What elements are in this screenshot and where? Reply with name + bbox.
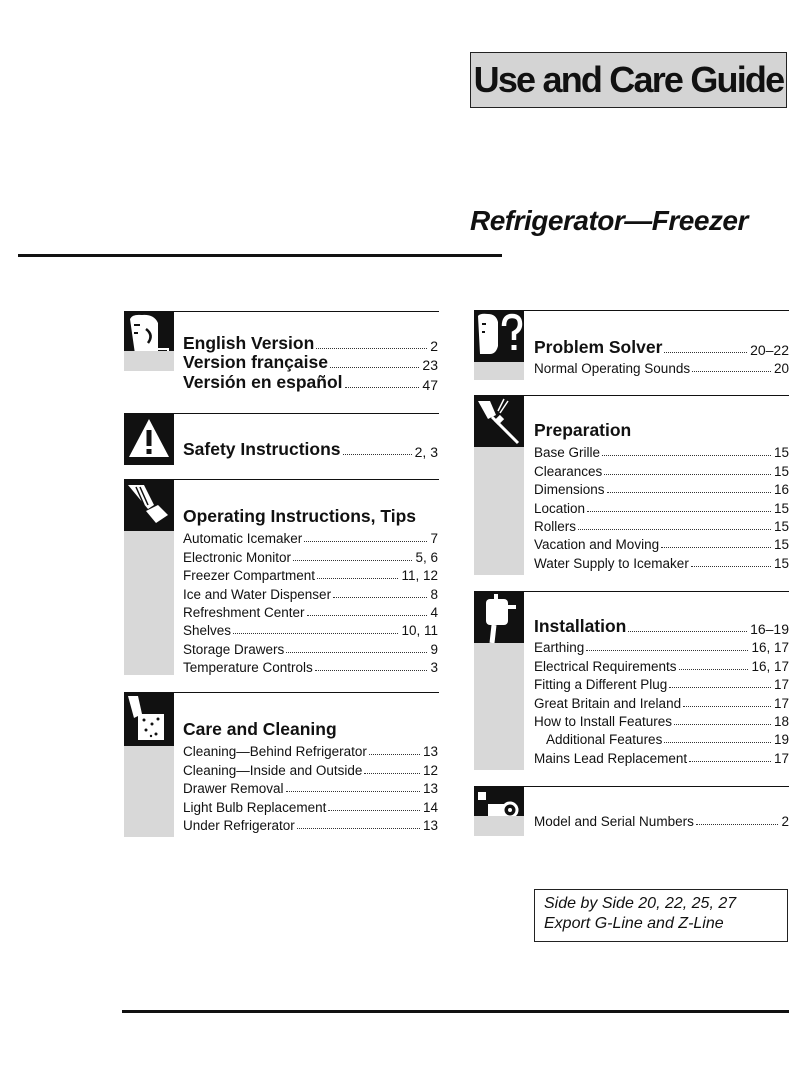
toc-entry[interactable] (183, 565, 438, 583)
toc-label: Additional Features (546, 732, 663, 748)
toc-entry[interactable] (534, 692, 789, 710)
toc-page: 17 (773, 695, 789, 711)
section-safety (124, 413, 439, 465)
toc-entry[interactable] (534, 358, 789, 376)
toc-page: 20–22 (750, 342, 789, 358)
page-title: Use and Care Guide (473, 59, 784, 100)
toc-entry[interactable] (183, 602, 438, 620)
section-shade (474, 362, 524, 380)
toc-heading: English Version (183, 332, 315, 353)
toc-page: 15 (773, 518, 789, 534)
toc-label: Rollers (534, 518, 577, 534)
toc-entry[interactable] (183, 373, 438, 393)
toc-entry[interactable] (534, 613, 789, 637)
toc-entry[interactable] (183, 815, 438, 833)
toc-entry[interactable] (534, 637, 789, 655)
toc-page: 15 (773, 500, 789, 516)
toc-label: Cleaning—Behind Refrigerator (183, 744, 367, 760)
model-line-2: Export G-Line and Z-Line (544, 915, 724, 932)
toc-heading: Version française (183, 352, 328, 372)
toc-label: Earthing (534, 640, 585, 656)
toc-label: Electrical Requirements (534, 658, 677, 674)
toc-heading: Preparation (534, 420, 632, 440)
toc-page: 14 (422, 799, 438, 815)
toc-heading: Safety Instructions (183, 439, 341, 459)
toc-label: Ice and Water Dispenser (183, 586, 332, 602)
toc-entry[interactable] (534, 711, 789, 729)
toc-entry[interactable] (534, 674, 789, 692)
toc-label: Storage Drawers (183, 641, 285, 657)
toc-label: Cleaning—Inside and Outside (183, 762, 363, 778)
toc-heading: Problem Solver (534, 337, 663, 357)
toc-page: 19 (773, 732, 789, 748)
toc-entry[interactable] (183, 334, 438, 354)
section-installation (474, 591, 789, 770)
section-shade (474, 447, 524, 575)
toc-label: Location (534, 500, 586, 516)
toc-page: 8 (430, 586, 438, 602)
toc-entry[interactable] (534, 460, 789, 478)
section-languages (124, 311, 439, 393)
toc-page: 5, 6 (415, 549, 438, 565)
toc-page: 15 (773, 555, 789, 571)
toc-page: 12 (422, 762, 438, 778)
toc-page: 15 (773, 537, 789, 553)
toc-entry[interactable] (534, 655, 789, 673)
person-question-icon (474, 310, 524, 362)
toc-label: Model and Serial Numbers (534, 814, 694, 830)
electrical-plug-icon (474, 591, 524, 643)
toc-label: Base Grille (534, 445, 601, 461)
toc-label: Fitting a Different Plug (534, 677, 668, 693)
toc-entry[interactable] (183, 778, 438, 796)
toc-label: How to Install Features (534, 713, 673, 729)
top-rule (18, 254, 502, 257)
toc-page: 13 (422, 817, 438, 833)
toc-page: 16–19 (750, 621, 789, 637)
toc-entry[interactable] (534, 552, 789, 570)
toc-page: 20 (773, 361, 789, 377)
toc-entry[interactable] (183, 354, 438, 374)
toc-label: Shelves (183, 623, 232, 639)
toc-heading: Installation (534, 616, 627, 636)
hand-screwdriver-icon (474, 395, 524, 447)
toc-entry[interactable] (534, 534, 789, 552)
section-shade (124, 531, 174, 675)
model-line-1: Side by Side 20, 22, 25, 27 (544, 895, 737, 912)
toc-page: 13 (422, 781, 438, 797)
toc-entry[interactable] (183, 741, 438, 759)
toc-entry[interactable] (183, 657, 438, 675)
toc-page: 10, 11 (401, 623, 438, 639)
toc-page: 15 (773, 463, 789, 479)
toc-page: 4 (430, 604, 438, 620)
toc-entry[interactable] (534, 334, 789, 358)
toc-heading-row[interactable] (183, 716, 438, 740)
toc-entry[interactable] (183, 638, 438, 656)
toc-page: 13 (422, 744, 438, 760)
toc-label: Mains Lead Replacement (534, 750, 688, 766)
section-shade (474, 643, 524, 770)
toc-page: 2 (781, 814, 789, 830)
toc-label: Clearances (534, 463, 603, 479)
toc-entry[interactable] (183, 796, 438, 814)
section-operating (124, 479, 439, 675)
toc-label: Normal Operating Sounds (534, 361, 691, 377)
toc-heading-row[interactable] (534, 417, 789, 441)
toc-label: Under Refrigerator (183, 817, 295, 833)
toc-label: Electronic Monitor (183, 549, 292, 565)
toc-label: Temperature Controls (183, 660, 313, 676)
toc-label: Automatic Icemaker (183, 531, 303, 547)
toc-entry[interactable] (534, 747, 789, 765)
toc-label: Refreshment Center (183, 604, 305, 620)
toc-page: 9 (430, 641, 438, 657)
toc-label: Vacation and Moving (534, 537, 660, 553)
toc-label: Drawer Removal (183, 781, 284, 797)
toc-entry[interactable] (183, 436, 438, 460)
section-shade (124, 746, 174, 837)
toc-page: 16, 17 (751, 640, 789, 656)
toc-label: Light Bulb Replacement (183, 799, 327, 815)
toc-entry[interactable] (534, 479, 789, 497)
toc-label: Freezer Compartment (183, 568, 316, 584)
hand-pressing-button-icon (124, 479, 174, 531)
toc-entry[interactable] (534, 442, 789, 460)
toc-entry[interactable] (183, 528, 438, 546)
toc-page: 2, 3 (414, 444, 438, 460)
toc-page: 17 (773, 750, 789, 766)
toc-label: Dimensions (534, 482, 605, 498)
page-subtitle: Refrigerator—Freezer (470, 205, 748, 236)
section-model-serial (474, 786, 789, 836)
toc-page: 18 (773, 713, 789, 729)
toc-label: Water Supply to Icemaker (534, 555, 689, 571)
toc-heading-row[interactable] (183, 503, 438, 527)
toc-entry[interactable] (183, 620, 438, 638)
section-preparation (474, 395, 789, 575)
toc-page: 3 (430, 660, 438, 676)
toc-page: 16 (773, 482, 789, 498)
model-line-box (534, 889, 788, 942)
toc-heading: Operating Instructions, Tips (183, 506, 417, 526)
toc-heading: Versión en español (183, 371, 343, 392)
toc-entry[interactable] (183, 546, 438, 564)
section-shade (474, 816, 524, 836)
toc-page: 7 (430, 531, 438, 547)
toc-page: 11, 12 (401, 568, 438, 584)
toc-page: 2 (430, 337, 438, 354)
toc-entry[interactable] (534, 497, 789, 515)
toc-entry[interactable] (534, 516, 789, 534)
title-box (470, 52, 787, 108)
toc-page: 15 (773, 445, 789, 461)
toc-entry[interactable] (534, 811, 789, 829)
bottom-rule (122, 1010, 789, 1013)
toc-page: 16, 17 (751, 658, 789, 674)
warning-triangle-icon (124, 413, 174, 465)
toc-page: 23 (422, 357, 438, 373)
toc-heading: Care and Cleaning (183, 719, 337, 739)
section-problem-solver (474, 310, 789, 380)
toc-label: Great Britain and Ireland (534, 695, 682, 711)
hand-sponge-icon (124, 692, 174, 746)
toc-entry[interactable] (534, 729, 789, 747)
toc-entry[interactable] (183, 759, 438, 777)
toc-page: 47 (422, 376, 438, 393)
toc-page: 17 (773, 677, 789, 693)
toc-entry[interactable] (183, 583, 438, 601)
section-cleaning (124, 692, 439, 837)
section-shade (124, 351, 174, 371)
